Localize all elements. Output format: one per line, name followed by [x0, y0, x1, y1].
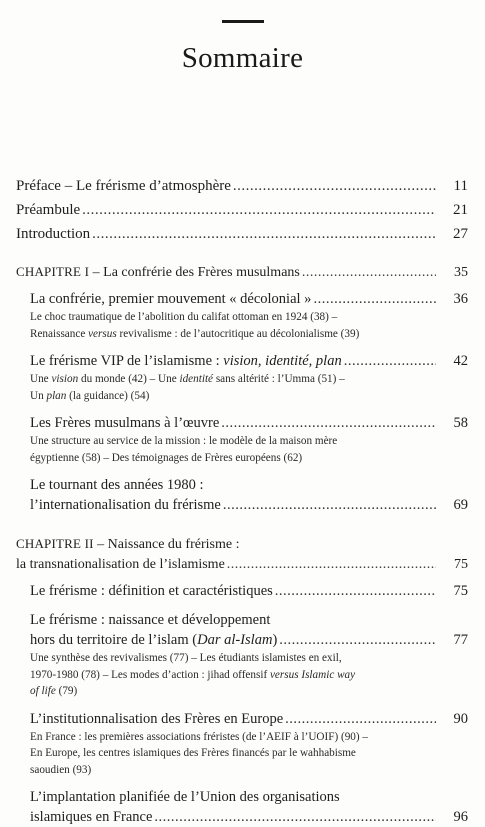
- dot-leader: [285, 709, 436, 729]
- toc-chapter-2[interactable]: [16, 534, 468, 575]
- dot-leader: [221, 413, 436, 433]
- dot-leader: [344, 351, 436, 371]
- toc-page-number: 77: [453, 632, 468, 648]
- section-detail: Un plan (la guidance) (54): [30, 389, 150, 402]
- table-of-contents: [16, 176, 468, 827]
- dot-leader: [279, 630, 436, 650]
- toc-page-number: 58: [453, 415, 468, 431]
- toc-section-implantation[interactable]: [16, 787, 468, 827]
- chapter-title: – La confrérie des Frères musulmans: [89, 265, 300, 280]
- toc-entry-preambule[interactable]: [16, 200, 468, 221]
- chapter-label: CHAPITRE I: [16, 264, 90, 279]
- section-title: hors du territoire de l’islam (Dar al-Islam): [30, 632, 278, 648]
- toc-page-number: 96: [453, 809, 468, 825]
- toc-entry-text: Introduction: [16, 226, 91, 242]
- toc-page-number: 11: [453, 178, 468, 194]
- dot-leader: [233, 176, 436, 197]
- section-detail: En Europe, les centres islamiques des Frères financés par le wahhabisme: [30, 747, 356, 759]
- toc-page-number: 36: [453, 291, 468, 307]
- section-title: La confrérie, premier mouvement « décolonial »: [30, 291, 312, 307]
- section-title: L’institutionnalisation des Frères en Europe: [30, 710, 284, 727]
- toc-page-number: 75: [453, 583, 468, 599]
- toc-page-number: 35: [454, 265, 468, 280]
- toc-section-tournant-1980[interactable]: [16, 475, 468, 515]
- toc-page-number: 69: [453, 497, 468, 513]
- chapter-label: CHAPITRE II: [16, 536, 94, 551]
- section-title: Les Frères musulmans à l’œuvre: [30, 415, 220, 431]
- page-title: Sommaire: [181, 42, 304, 74]
- chapter-title: – Naissance du frérisme :: [93, 537, 240, 552]
- dot-leader: [154, 807, 436, 827]
- dot-leader: [302, 263, 436, 283]
- dot-leader: [275, 581, 436, 601]
- section-detail: égyptienne (58) – Des témoignages de Frères européens (62): [30, 451, 303, 464]
- toc-entry-text: Préface – Le frérisme d’atmosphère: [16, 178, 231, 194]
- decorative-rule: [222, 20, 264, 23]
- section-detail: saoudien (93): [30, 763, 92, 776]
- toc-page-number: 90: [453, 710, 468, 727]
- section-detail: 1970-1980 (78) – Les modes d’action : jihad offensif versus Islamic way: [30, 668, 356, 681]
- section-title: islamiques en France: [30, 809, 153, 825]
- toc-entry-text: Préambule: [16, 202, 81, 218]
- section-detail: Une structure au service de la mission : le modèle de la maison mère: [30, 435, 338, 447]
- dot-leader: [313, 289, 436, 309]
- section-detail: En France : les premières associations fréristes (de l’AEIF à l’UOIF) (90) –: [30, 730, 369, 743]
- toc-page-number: 27: [453, 226, 468, 242]
- toc-section-institutionnalisation[interactable]: [16, 709, 468, 779]
- section-detail: Le choc traumatique de l’abolition du califat ottoman en 1924 (38) –: [30, 311, 338, 323]
- section-title: Le tournant des années 1980 :: [30, 477, 204, 493]
- toc-entry-preface[interactable]: [16, 176, 468, 197]
- toc-chapter-1[interactable]: [16, 262, 468, 283]
- dot-leader: [92, 224, 436, 245]
- section-title: Le frérisme : définition et caractéristiques: [30, 583, 273, 599]
- dot-leader: [82, 200, 436, 221]
- toc-page-number: 75: [454, 557, 468, 572]
- section-title: L’implantation planifiée de l’Union des organisations: [30, 789, 340, 805]
- section-detail: Une vision du monde (42) – Une identité sans altérité : l’Umma (51) –: [30, 373, 345, 385]
- section-detail: Renaissance versus revivalisme : de l’autocritique au décolonialisme (39): [30, 327, 360, 340]
- toc-section-frerisme-vip[interactable]: [16, 351, 468, 404]
- section-title: Le frérisme : naissance et développement: [30, 612, 271, 628]
- dot-leader: [227, 555, 436, 575]
- chapter-title: la transnationalisation de l’islamisme: [16, 557, 225, 572]
- toc-page-number: 21: [453, 202, 468, 218]
- section-title: Le frérisme VIP de l’islamisme : vision, identité, plan: [30, 353, 342, 369]
- section-detail: Une synthèse des revivalismes (77) – Les étudiants islamistes en exil,: [30, 652, 342, 664]
- section-title: l’internationalisation du frérisme: [30, 497, 221, 513]
- section-detail: of life (79): [30, 685, 78, 697]
- toc-page-number: 42: [453, 353, 468, 369]
- toc-section-definition[interactable]: [16, 581, 468, 601]
- toc-entry-introduction[interactable]: [16, 224, 468, 245]
- dot-leader: [223, 495, 436, 515]
- toc-section-confrerie[interactable]: [16, 289, 468, 342]
- toc-section-freres-oeuvre[interactable]: [16, 413, 468, 466]
- toc-section-naissance[interactable]: [16, 610, 468, 700]
